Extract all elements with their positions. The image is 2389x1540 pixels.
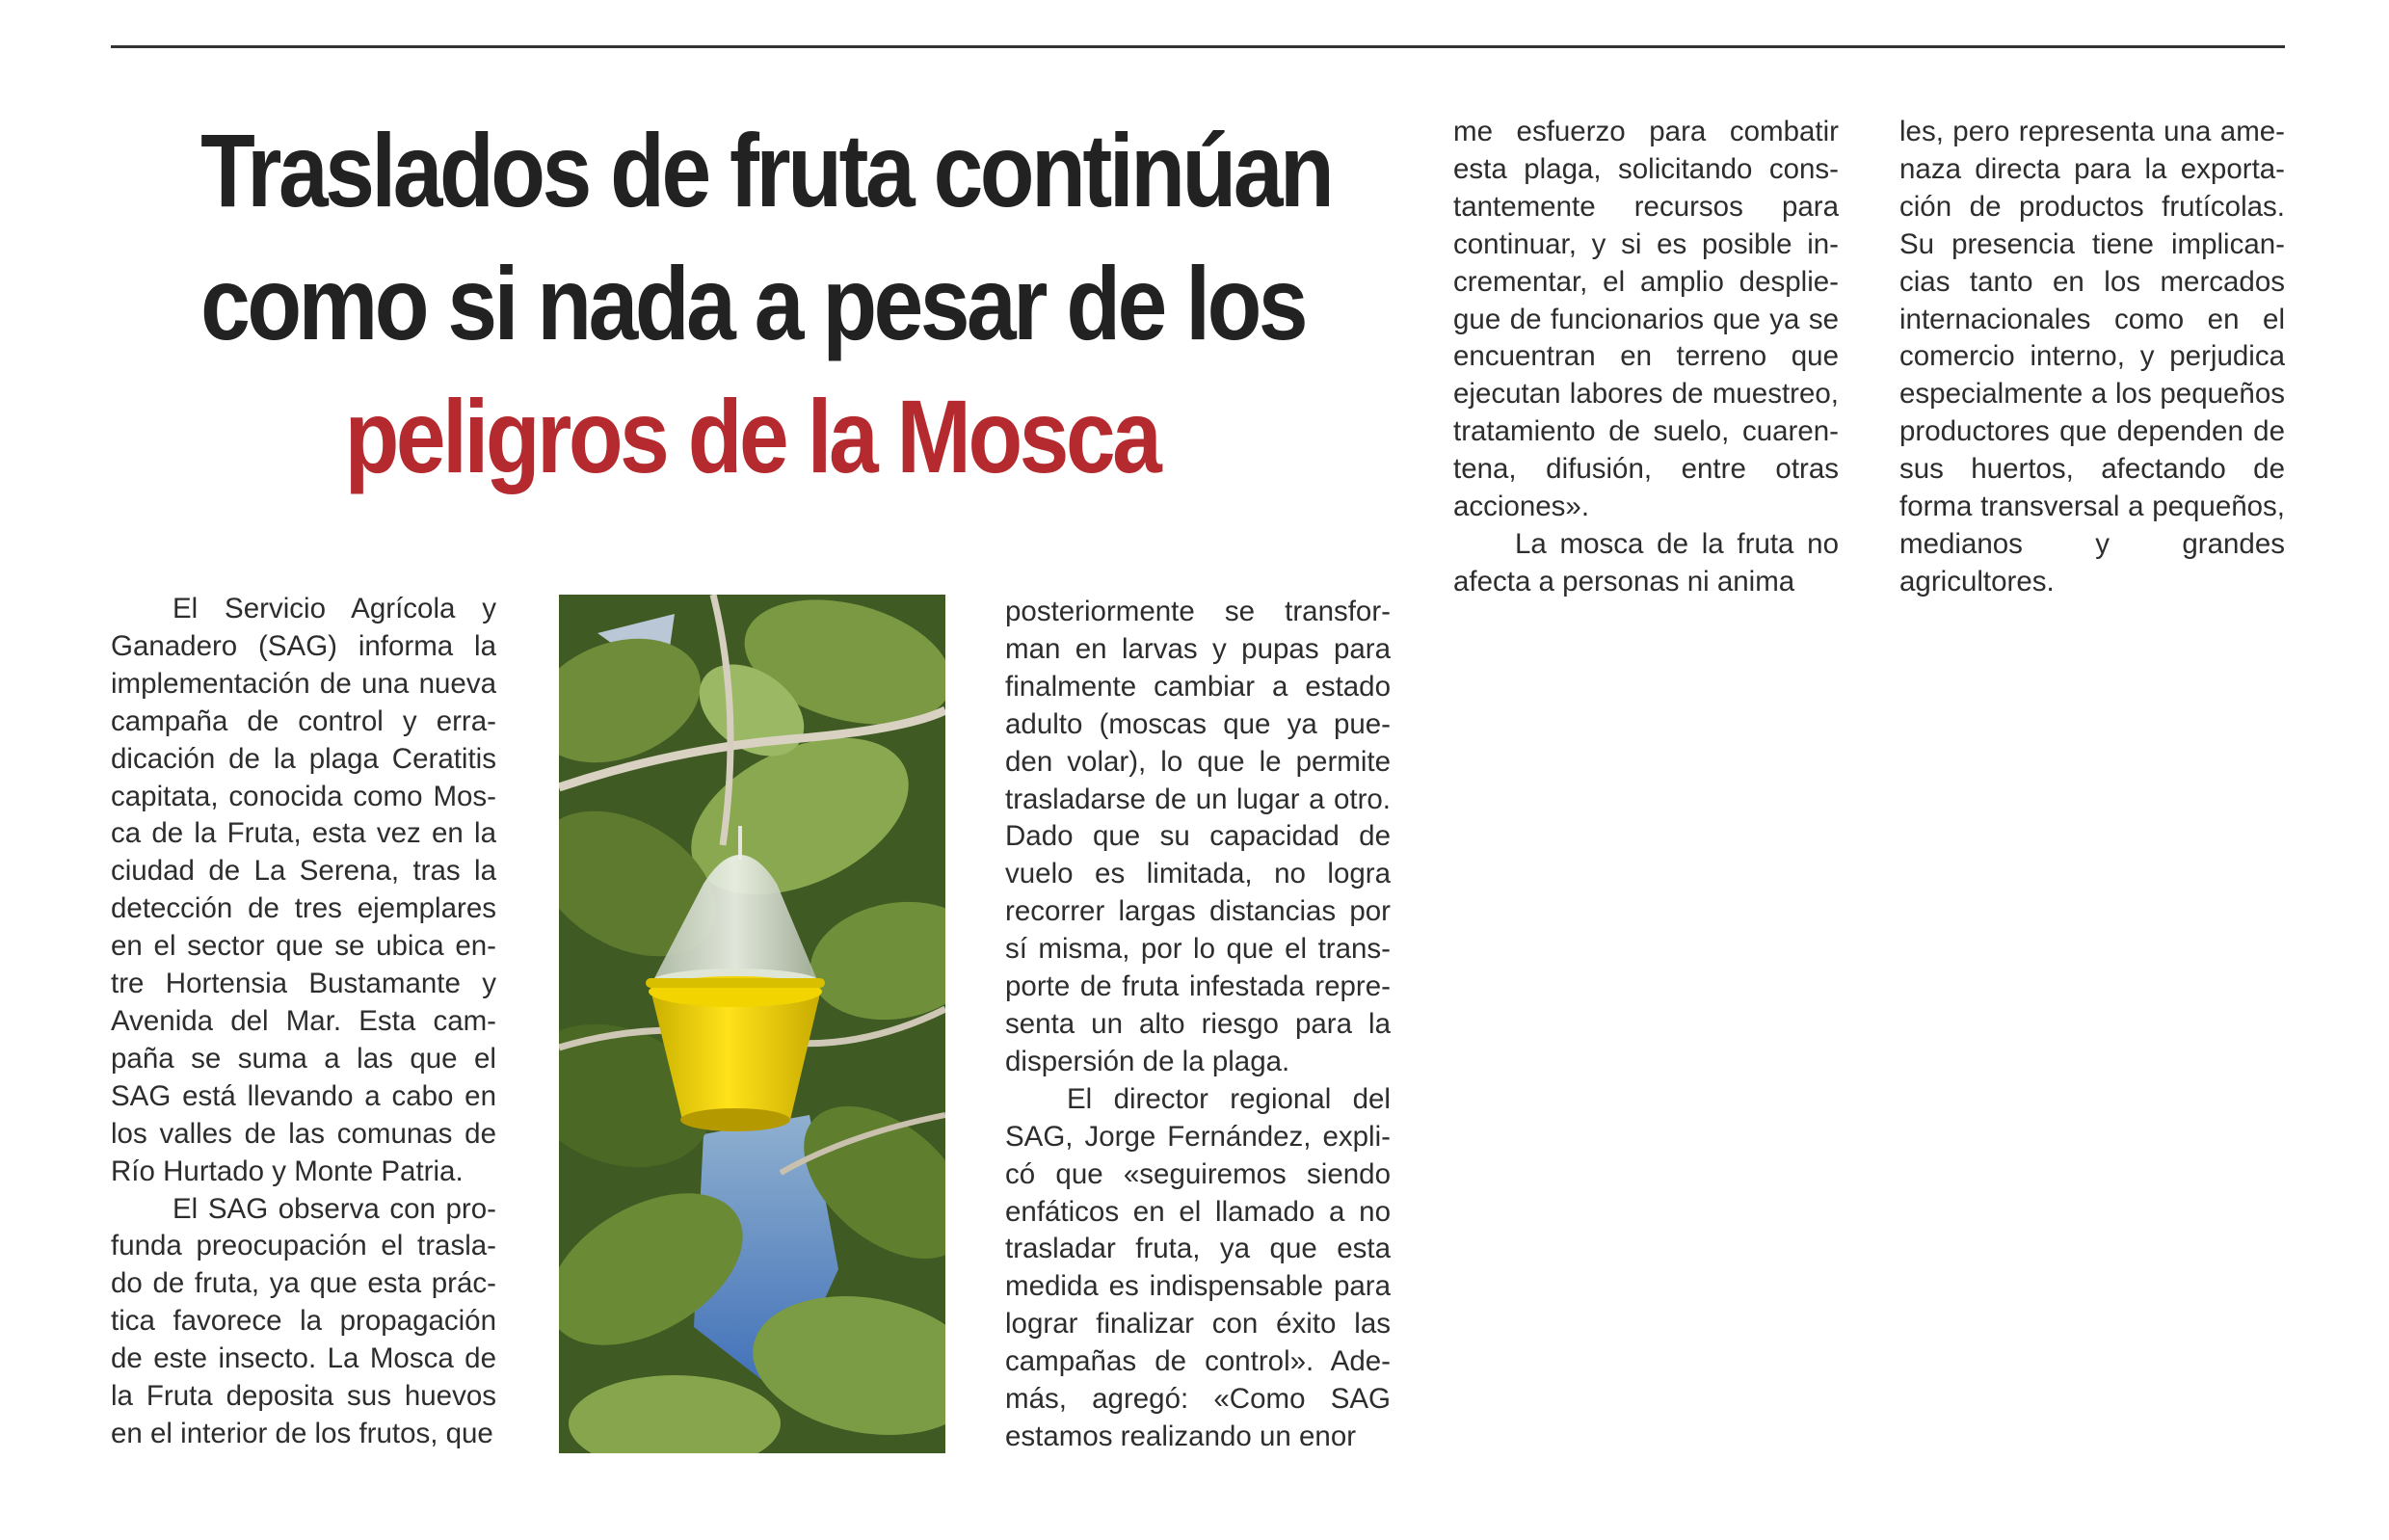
col3-paragraph-2: La mosca de la fruta no afecta a personas ni anima (1453, 527, 1839, 597)
col2-paragraph-2: El director regional del SAG, Jorge Fernández, explicó que «seguiremos siendo enfáticos en el llamado a no trasladar fruta, ya que esta medida es indispensable para lograr finalizar con éxito las campañas de control». Además, agregó: «Como SAG estamos realizando un enor (1005, 1082, 1391, 1452)
article-column-2 (1005, 594, 1391, 1456)
col1-paragraph-2: El SAG observa con profunda preocupación el traslado de fruta, ya que esta práctica favorece la propagación de este insecto. La Mosca de la Fruta deposita sus huevos en el interior de los frutos, que (111, 1192, 496, 1449)
article-column-4 (1899, 114, 2285, 601)
col1-paragraph-1: El Servicio Agrícola y Ganadero (SAG) informa la implementación de una nueva campaña de control y erradicación de la plaga Ceratitis capitata, conocida como Mosca de la Fruta, esta vez en la ciudad de La Serena, tras la detección de tres ejemplares en el sector que se ubica entre Hortensia Bustamante y Avenida del Mar. Esta campaña se suma a las que el SAG está llevando a cabo en los valles de las comunas de Río Hurtado y Monte Patria. (111, 593, 496, 1187)
headline-line-1: Traslados de fruta continúan (200, 112, 1332, 228)
headline-line-2: como si nada a pesar de los (200, 245, 1306, 361)
top-rule (111, 45, 2285, 48)
article-column-3 (1453, 114, 1839, 601)
col3-paragraph-1: me esfuerzo para combatir esta plaga, solicitando constantemente recursos para continuar, y si es posible incrementar, el amplio despliegue de funcionarios que ya se encuentran en terreno que ejecutan labores de muestreo, tratamiento de suelo, cuarentena, difusión, entre otras acciones». (1453, 116, 1839, 523)
headline-line-3-accent: peligros de la Mosca (344, 378, 1159, 494)
headline (111, 104, 1393, 503)
col4-paragraph-1: les, pero representa una amenaza directa para la exportación de productos frutícolas. Su presencia tiene implicancias tanto en los mercados internacionales como en el comercio interno, y perjudica especialmente a los pequeños productores que dependen de sus huertos, afectando de forma transversal a pequeños, medianos y grandes agricultores. (1899, 116, 2285, 597)
fruit-fly-trap-photo (559, 595, 945, 1453)
col2-paragraph-1: posteriormente se transforman en larvas y pupas para finalmente cambiar a estado adulto (moscas que ya pueden volar), lo que le permite trasladarse de un lugar a otro. Dado que su capacidad de vuelo es limitada, no logra recorrer largas distancias por sí misma, por lo que el transporte de fruta infestada representa un alto riesgo para la dispersión de la plaga. (1005, 596, 1391, 1077)
article-column-1 (111, 591, 496, 1453)
